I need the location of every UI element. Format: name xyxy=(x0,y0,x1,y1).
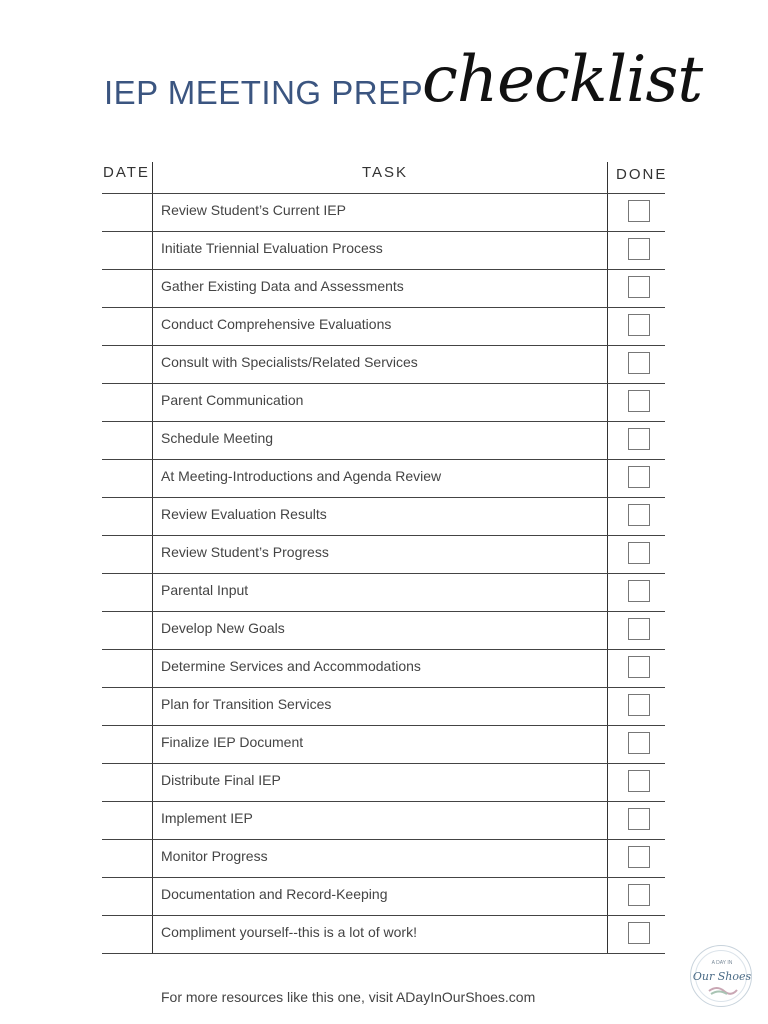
task-label: Parental Input xyxy=(161,582,249,598)
checklist-table xyxy=(102,193,665,954)
date-cell[interactable] xyxy=(102,916,152,953)
done-checkbox[interactable] xyxy=(628,200,650,222)
date-cell[interactable] xyxy=(102,270,152,307)
title-script: checklist xyxy=(422,43,703,117)
date-cell[interactable] xyxy=(102,460,152,497)
footer-text: For more resources like this one, visit ADayInOurShoes.com xyxy=(161,989,536,1005)
column-header-date: DATE xyxy=(103,164,150,181)
page-title xyxy=(104,43,704,138)
done-checkbox[interactable] xyxy=(628,314,650,336)
date-cell[interactable] xyxy=(102,422,152,459)
table-row xyxy=(102,269,665,307)
date-cell[interactable] xyxy=(102,726,152,763)
logo-text-main: Our Shoes xyxy=(692,970,752,983)
task-label: Consult with Specialists/Related Services xyxy=(161,354,418,370)
column-header-task: TASK xyxy=(361,164,409,181)
task-label: Determine Services and Accommodations xyxy=(161,658,421,674)
done-checkbox[interactable] xyxy=(628,846,650,868)
table-row xyxy=(102,573,665,611)
table-row xyxy=(102,459,665,497)
task-label: Review Student’s Current IEP xyxy=(161,202,346,218)
date-cell[interactable] xyxy=(102,384,152,421)
table-row xyxy=(102,231,665,269)
done-checkbox[interactable] xyxy=(628,656,650,678)
table-row xyxy=(102,915,665,954)
date-cell[interactable] xyxy=(102,688,152,725)
table-row xyxy=(102,801,665,839)
done-checkbox[interactable] xyxy=(628,428,650,450)
done-checkbox[interactable] xyxy=(628,542,650,564)
table-row xyxy=(102,383,665,421)
done-checkbox[interactable] xyxy=(628,884,650,906)
table-row xyxy=(102,307,665,345)
table-row xyxy=(102,421,665,459)
date-cell[interactable] xyxy=(102,232,152,269)
table-row xyxy=(102,649,665,687)
date-cell[interactable] xyxy=(102,346,152,383)
task-label: Conduct Comprehensive Evaluations xyxy=(161,316,392,332)
date-cell[interactable] xyxy=(102,308,152,345)
date-cell[interactable] xyxy=(102,840,152,877)
done-checkbox[interactable] xyxy=(628,770,650,792)
date-cell[interactable] xyxy=(102,650,152,687)
done-checkbox[interactable] xyxy=(628,238,650,260)
date-cell[interactable] xyxy=(102,764,152,801)
task-label: Initiate Triennial Evaluation Process xyxy=(161,240,383,256)
done-checkbox[interactable] xyxy=(628,922,650,944)
task-label: Schedule Meeting xyxy=(161,430,274,446)
task-label: At Meeting-Introductions and Agenda Review xyxy=(161,468,442,484)
table-row xyxy=(102,497,665,535)
logo-art xyxy=(691,946,753,1008)
task-label: Plan for Transition Services xyxy=(161,696,332,712)
done-checkbox[interactable] xyxy=(628,390,650,412)
task-label: Gather Existing Data and Assessments xyxy=(161,278,404,294)
task-label: Monitor Progress xyxy=(161,848,268,864)
task-label: Documentation and Record-Keeping xyxy=(161,886,388,902)
task-label: Review Student’s Progress xyxy=(161,544,329,560)
table-row xyxy=(102,345,665,383)
table-row xyxy=(102,839,665,877)
done-checkbox[interactable] xyxy=(628,352,650,374)
done-checkbox[interactable] xyxy=(628,504,650,526)
date-cell[interactable] xyxy=(102,612,152,649)
table-row xyxy=(102,611,665,649)
done-checkbox[interactable] xyxy=(628,276,650,298)
done-checkbox[interactable] xyxy=(628,580,650,602)
logo-text-top: A DAY IN xyxy=(711,960,733,966)
task-label: Develop New Goals xyxy=(161,620,285,636)
table-row xyxy=(102,725,665,763)
column-header-done: DONE xyxy=(616,166,668,183)
task-label: Compliment yourself--this is a lot of work! xyxy=(161,924,417,940)
date-cell[interactable] xyxy=(102,574,152,611)
table-row xyxy=(102,535,665,573)
date-cell[interactable] xyxy=(102,194,152,231)
title-main: IEP MEETING PREP xyxy=(104,74,424,111)
done-checkbox[interactable] xyxy=(628,466,650,488)
date-cell[interactable] xyxy=(102,878,152,915)
table-row xyxy=(102,877,665,915)
date-cell[interactable] xyxy=(102,536,152,573)
date-cell[interactable] xyxy=(102,498,152,535)
task-label: Implement IEP xyxy=(161,810,253,826)
task-label: Review Evaluation Results xyxy=(161,506,327,522)
done-checkbox[interactable] xyxy=(628,808,650,830)
date-cell[interactable] xyxy=(102,802,152,839)
table-row xyxy=(102,687,665,725)
brand-logo xyxy=(690,945,752,1007)
done-checkbox[interactable] xyxy=(628,694,650,716)
task-label: Distribute Final IEP xyxy=(161,772,281,788)
done-checkbox[interactable] xyxy=(628,618,650,640)
task-label: Parent Communication xyxy=(161,392,304,408)
table-row xyxy=(102,193,665,231)
task-label: Finalize IEP Document xyxy=(161,734,304,750)
done-checkbox[interactable] xyxy=(628,732,650,754)
table-row xyxy=(102,763,665,801)
